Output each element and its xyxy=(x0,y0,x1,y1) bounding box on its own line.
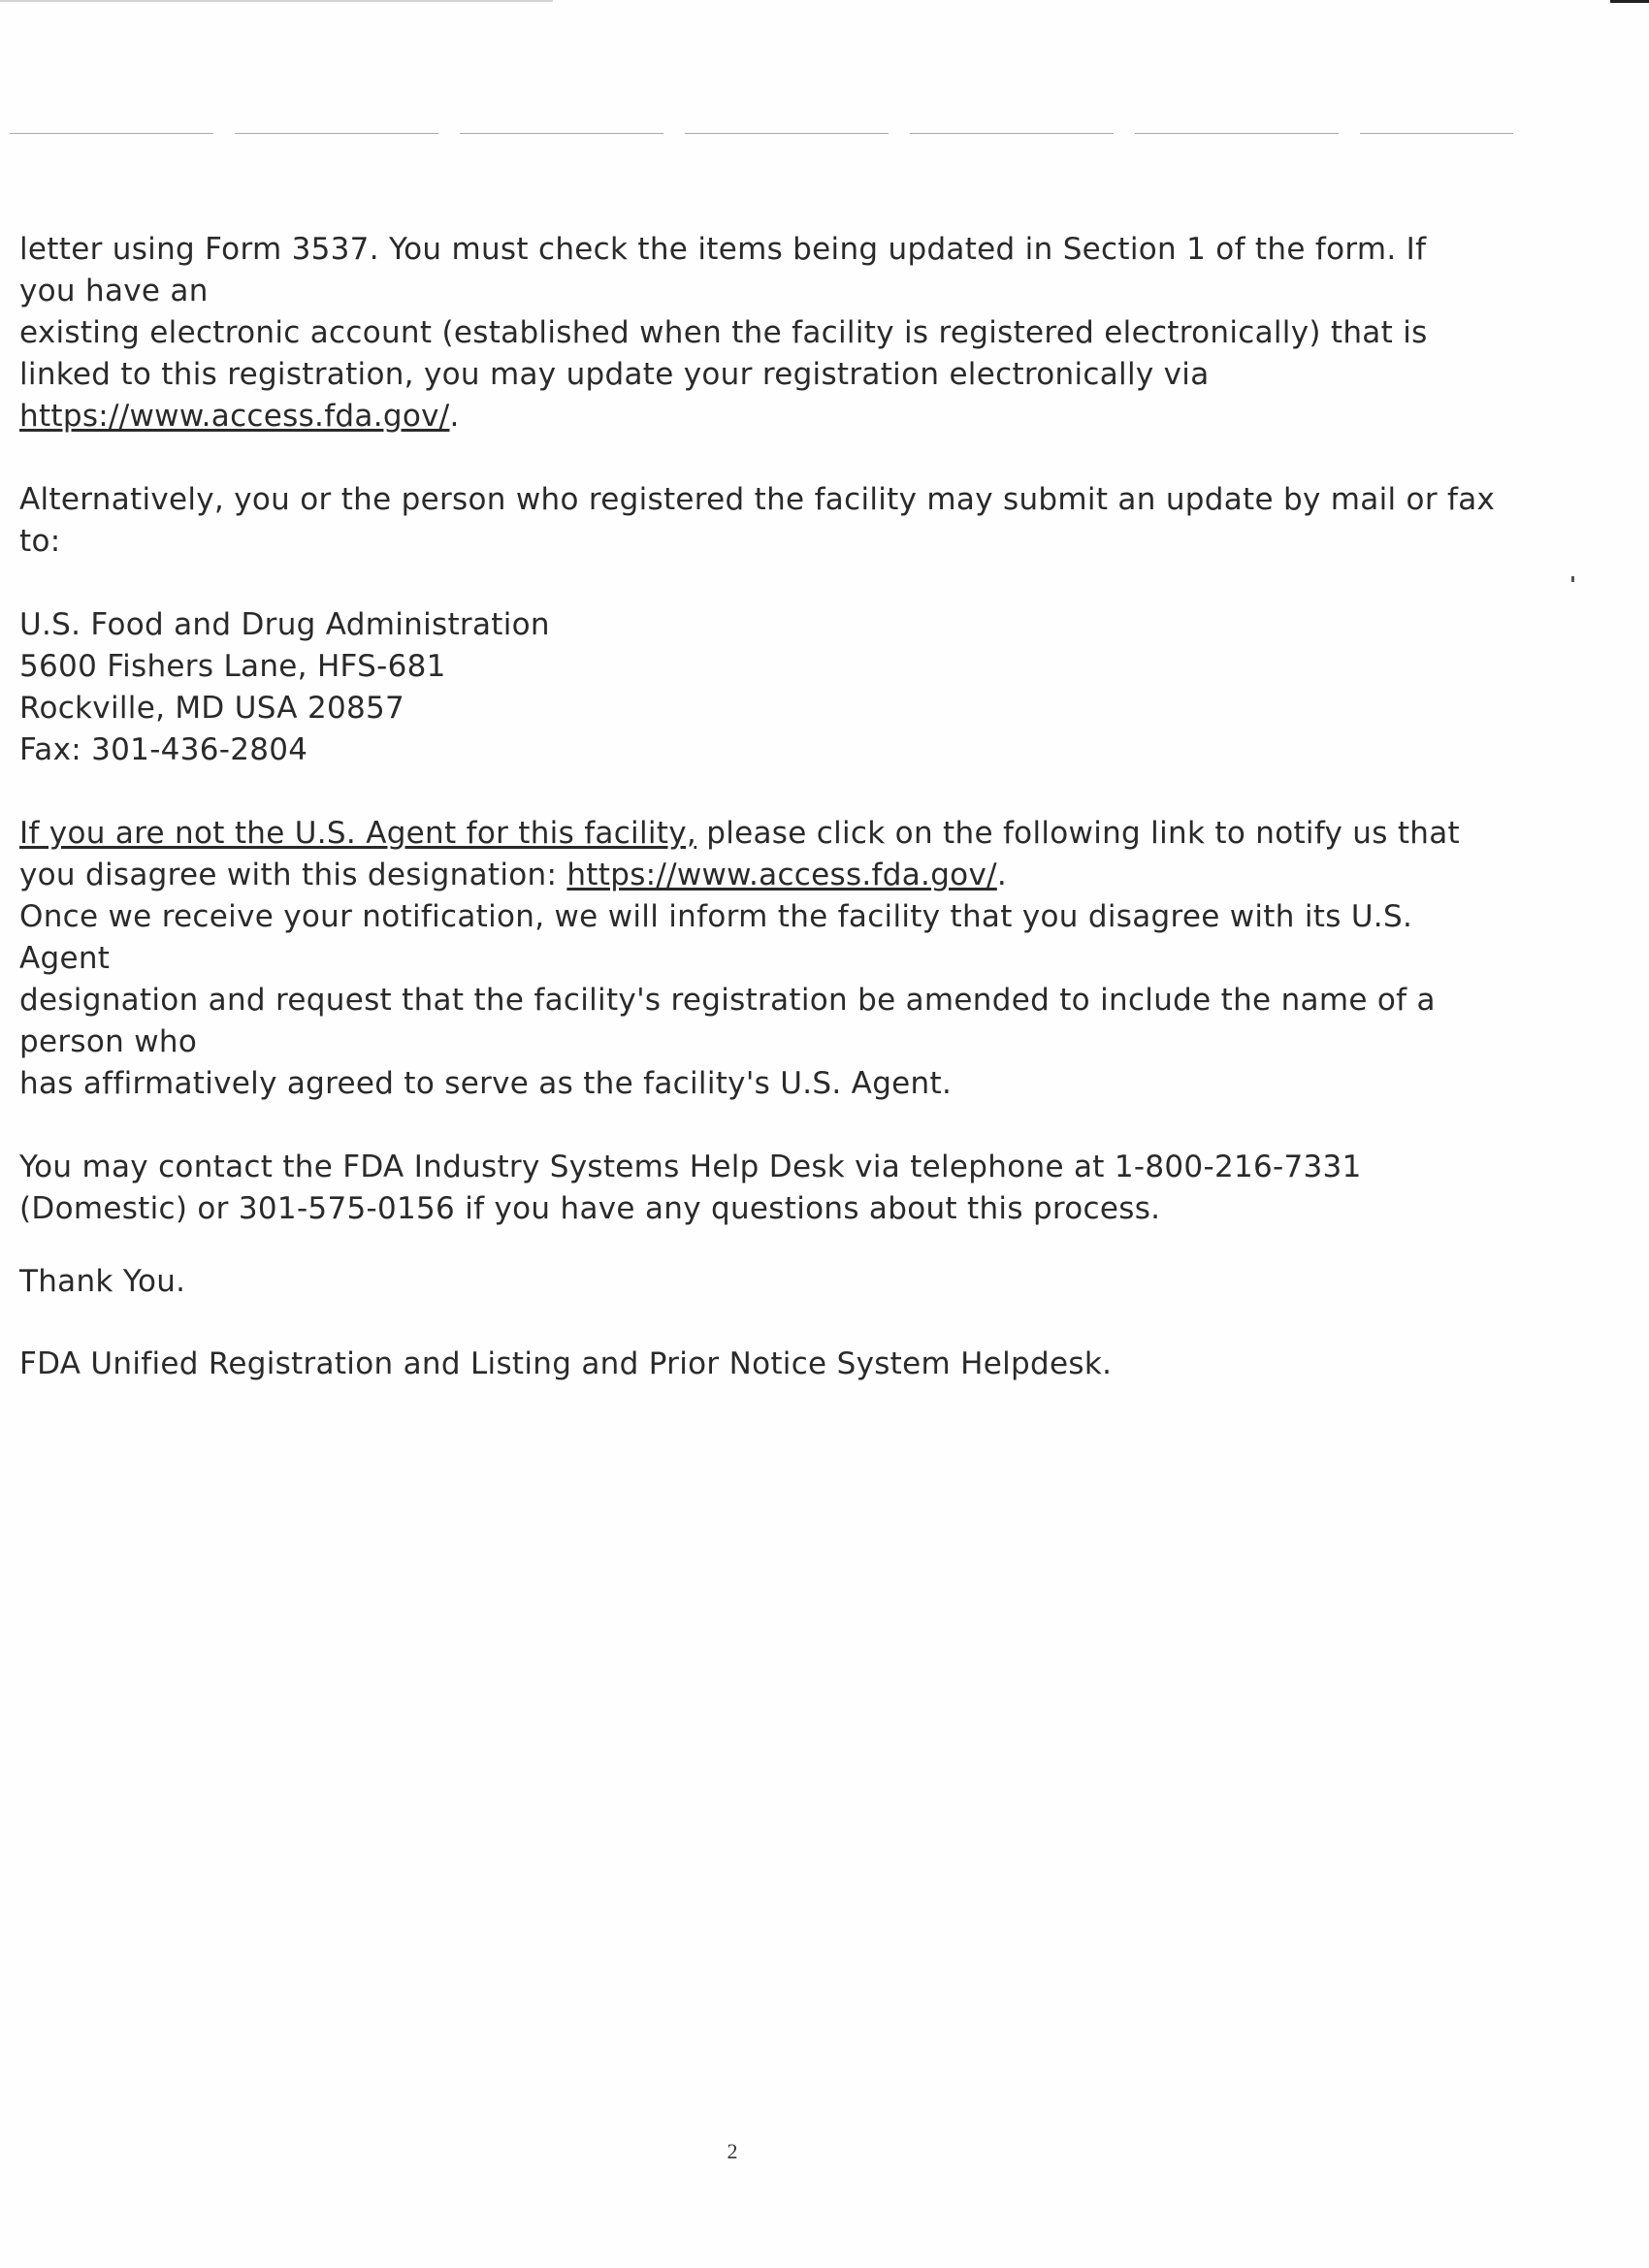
text-line: (Domestic) or 301-575-0156 if you have any questions about this process. xyxy=(19,1191,1161,1226)
text-line: Thank You. xyxy=(19,1264,186,1299)
text-line: linked to this registration, you may update your registration electronically via xyxy=(19,357,1210,392)
text-line: you have an xyxy=(19,274,209,308)
text-line: letter using Form 3537. You must check the items being updated in Section 1 of the form. If xyxy=(19,232,1427,267)
address-line-city: Rockville, MD USA 20857 xyxy=(19,691,405,726)
text-fragment: you disagree with this designation: xyxy=(19,858,567,892)
text-line xyxy=(19,855,1533,896)
text-line: You may contact the FDA Industry Systems Help Desk via telephone at 1-800-216-7331 xyxy=(19,1150,1362,1184)
page-number: 2 xyxy=(727,2139,738,2163)
address-line-street: 5600 Fishers Lane, HFS-681 xyxy=(19,649,446,684)
text-line: FDA Unified Registration and Listing and Prior Notice System Helpdesk. xyxy=(19,1346,1113,1381)
text-line: person who xyxy=(19,1024,198,1059)
text-line: designation and request that the facility's registration be amended to include the name of a xyxy=(19,983,1436,1018)
scan-artifact-mark xyxy=(1571,576,1574,582)
text-line xyxy=(19,396,1533,437)
text-line: Once we receive your notification, we will inform the facility that you disagree with its U.S. xyxy=(19,899,1413,934)
header-separator-rule xyxy=(10,133,1513,134)
closing-signature xyxy=(19,1344,1533,1385)
address-line-fax: Fax: 301-436-2804 xyxy=(19,732,308,767)
closing-thanks xyxy=(19,1261,1533,1303)
us-agent-notice-paragraph xyxy=(19,813,1533,1105)
help-desk-contact-paragraph xyxy=(19,1147,1533,1230)
not-agent-underlined-text: If you are not the U.S. Agent for this facility, xyxy=(19,816,697,851)
access-fda-link[interactable]: https://www.access.fda.gov/ xyxy=(566,858,997,892)
letter-body xyxy=(19,229,1533,1385)
text-line: Alternatively, you or the person who registered the facility may submit an update by mail or fax xyxy=(19,482,1496,517)
link-suffix: . xyxy=(996,858,1007,892)
text-fragment: please click on the following link to notify us that xyxy=(696,816,1460,851)
scan-edge-mark xyxy=(0,0,553,2)
alternative-submission-paragraph xyxy=(19,479,1533,563)
text-line: Agent xyxy=(19,941,111,976)
address-line-agency: U.S. Food and Drug Administration xyxy=(19,607,550,642)
link-suffix: . xyxy=(449,399,460,434)
text-line xyxy=(19,813,1533,855)
access-fda-link[interactable]: https://www.access.fda.gov/ xyxy=(19,399,450,434)
text-line: to: xyxy=(19,524,61,559)
text-line: has affirmatively agreed to serve as the facility's U.S. Agent. xyxy=(19,1066,953,1101)
text-line: existing electronic account (established when the facility is registered electronically) that is xyxy=(19,315,1428,350)
scan-corner-mark xyxy=(1610,0,1649,3)
fda-mailing-address xyxy=(19,604,1533,771)
update-instructions-paragraph xyxy=(19,229,1533,437)
